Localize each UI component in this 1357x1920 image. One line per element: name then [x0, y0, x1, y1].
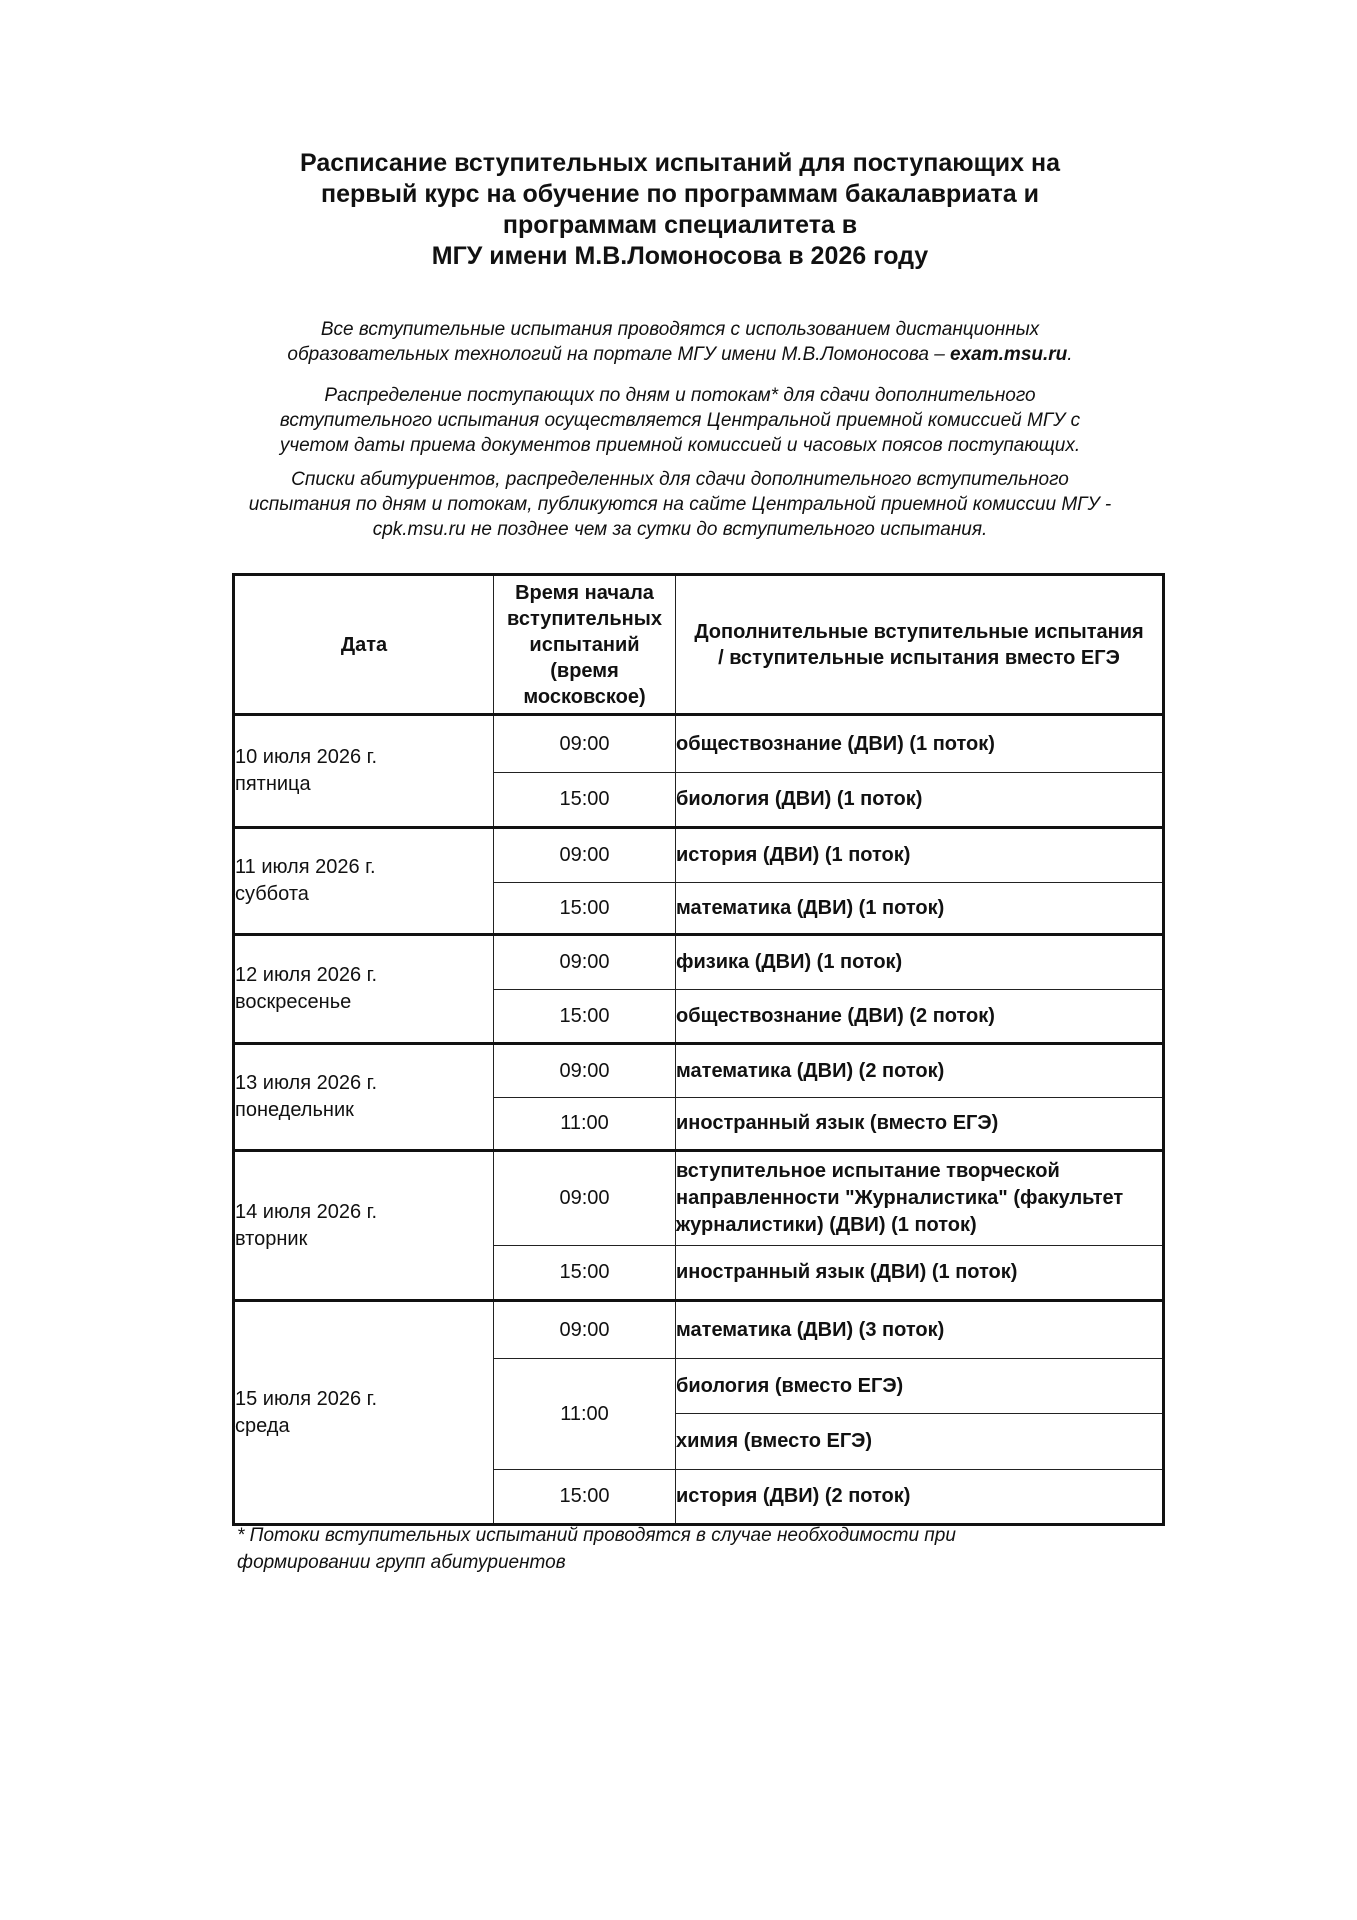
note-text: .: [1067, 344, 1073, 365]
time-cell: 09:00: [494, 1301, 676, 1359]
table-row: [234, 1044, 1164, 1098]
date-text: 11 июля 2026 г.: [235, 856, 376, 878]
time-cell: 09:00: [494, 935, 676, 990]
weekday-text: среда: [235, 1414, 290, 1437]
date-cell: [234, 828, 494, 935]
exam-cell: физика (ДВИ) (1 поток): [676, 935, 1164, 990]
table-row: [234, 935, 1164, 990]
header-exam: [676, 575, 1164, 715]
note-line: Списки абитуриентов, распределенных для сдачи дополнительного вступительного: [291, 469, 1069, 490]
exam-site-link[interactable]: exam.msu.ru: [950, 344, 1068, 365]
note-line: Все вступительные испытания проводятся с использованием дистанционных: [320, 319, 1040, 340]
note-text: образовательных технологий на портале МГУ имени М.В.Ломоносова –: [287, 344, 951, 365]
date-cell: [234, 1301, 494, 1525]
remote-note: [220, 317, 1140, 367]
header-time-line: московское): [523, 685, 646, 708]
date-cell: [234, 1151, 494, 1301]
table-row: [234, 1151, 1164, 1246]
date-text: 10 июля 2026 г.: [235, 746, 378, 768]
time-cell: 09:00: [494, 1044, 676, 1098]
exam-cell: математика (ДВИ) (2 поток): [676, 1044, 1164, 1098]
time-cell: 15:00: [494, 773, 676, 828]
title-line: МГУ имени М.В.Ломоносова в 2026 году: [431, 242, 929, 270]
note-line: испытания по дням и потокам, публикуются на сайте Центральной приемной комиссии МГУ -: [248, 494, 1112, 515]
time-cell: 09:00: [494, 828, 676, 883]
weekday-text: суббота: [235, 883, 309, 905]
date-text: 13 июля 2026 г.: [235, 1072, 378, 1094]
exam-cell: иностранный язык (ДВИ) (1 поток): [676, 1246, 1164, 1301]
exam-cell: биология (вместо ЕГЭ): [676, 1359, 1164, 1414]
header-time-line: испытаний: [529, 633, 640, 656]
exam-cell: вступительное испытание творческой направленности "Журналистика" (факультет журналистики) (ДВИ) (1 поток): [676, 1151, 1164, 1246]
header-exam-line: / вступительные испытания вместо ЕГЭ: [718, 646, 1120, 669]
weekday-text: вторник: [235, 1227, 308, 1250]
note-line: вступительного испытания осуществляется Центральной приемной комиссией МГУ с: [279, 410, 1081, 431]
date-text: 12 июля 2026 г.: [235, 964, 378, 986]
exam-cell: математика (ДВИ) (3 поток): [676, 1301, 1164, 1359]
weekday-text: пятница: [235, 773, 311, 795]
header-date: Дата: [234, 575, 494, 715]
footnote: [237, 1522, 1137, 1576]
date-cell: [234, 715, 494, 828]
time-cell: 15:00: [494, 1470, 676, 1525]
title-line: первый курс на обучение по программам бакалавриата и: [321, 180, 1039, 208]
note-line: учетом даты приема документов приемной комиссией и часовых поясов поступающих.: [279, 435, 1081, 456]
table-row: [234, 1301, 1164, 1359]
date-cell: [234, 935, 494, 1044]
exam-cell: история (ДВИ) (1 поток): [676, 828, 1164, 883]
title-line: Расписание вступительных испытаний для поступающих на: [300, 149, 1060, 177]
note-line: cpk.msu.ru не позднее чем за сутки до вступительного испытания.: [372, 519, 988, 540]
date-cell: [234, 1044, 494, 1151]
exam-cell: биология (ДВИ) (1 поток): [676, 773, 1164, 828]
date-text: 15 июля 2026 г.: [235, 1387, 378, 1410]
exam-cell: история (ДВИ) (2 поток): [676, 1470, 1164, 1525]
time-cell: 09:00: [494, 715, 676, 773]
time-cell: 11:00: [494, 1359, 676, 1470]
page-title: [230, 148, 1130, 272]
date-text: 14 июля 2026 г.: [235, 1200, 378, 1223]
table-row: [234, 828, 1164, 883]
schedule-table: [232, 573, 1165, 1526]
time-cell: 15:00: [494, 990, 676, 1044]
lists-note: [220, 467, 1140, 542]
exam-cell: математика (ДВИ) (1 поток): [676, 883, 1164, 935]
distribution-note: [220, 383, 1140, 458]
time-cell: 11:00: [494, 1098, 676, 1151]
exam-cell: химия (вместо ЕГЭ): [676, 1414, 1164, 1470]
table-row: [234, 715, 1164, 773]
time-cell: 09:00: [494, 1151, 676, 1246]
footnote-line: формировании групп абитуриентов: [237, 1552, 566, 1573]
header-time-line: (время: [550, 659, 619, 682]
header-row: [234, 575, 1164, 715]
header-exam-line: Дополнительные вступительные испытания: [694, 620, 1144, 643]
exam-cell: иностранный язык (вместо ЕГЭ): [676, 1098, 1164, 1151]
weekday-text: понедельник: [235, 1099, 354, 1121]
header-time-line: Время начала: [515, 581, 654, 604]
time-cell: 15:00: [494, 883, 676, 935]
title-line: программам специалитета в: [502, 211, 858, 239]
exam-cell: обществознание (ДВИ) (1 поток): [676, 715, 1164, 773]
footnote-line: * Потоки вступительных испытаний проводятся в случае необходимости при: [237, 1525, 956, 1546]
header-time-line: вступительных: [507, 607, 662, 630]
header-time: [494, 575, 676, 715]
exam-cell: обществознание (ДВИ) (2 поток): [676, 990, 1164, 1044]
note-line: [220, 342, 1140, 367]
weekday-text: воскресенье: [235, 991, 352, 1013]
note-line: Распределение поступающих по дням и потокам* для сдачи дополнительного: [324, 385, 1036, 406]
time-cell: 15:00: [494, 1246, 676, 1301]
